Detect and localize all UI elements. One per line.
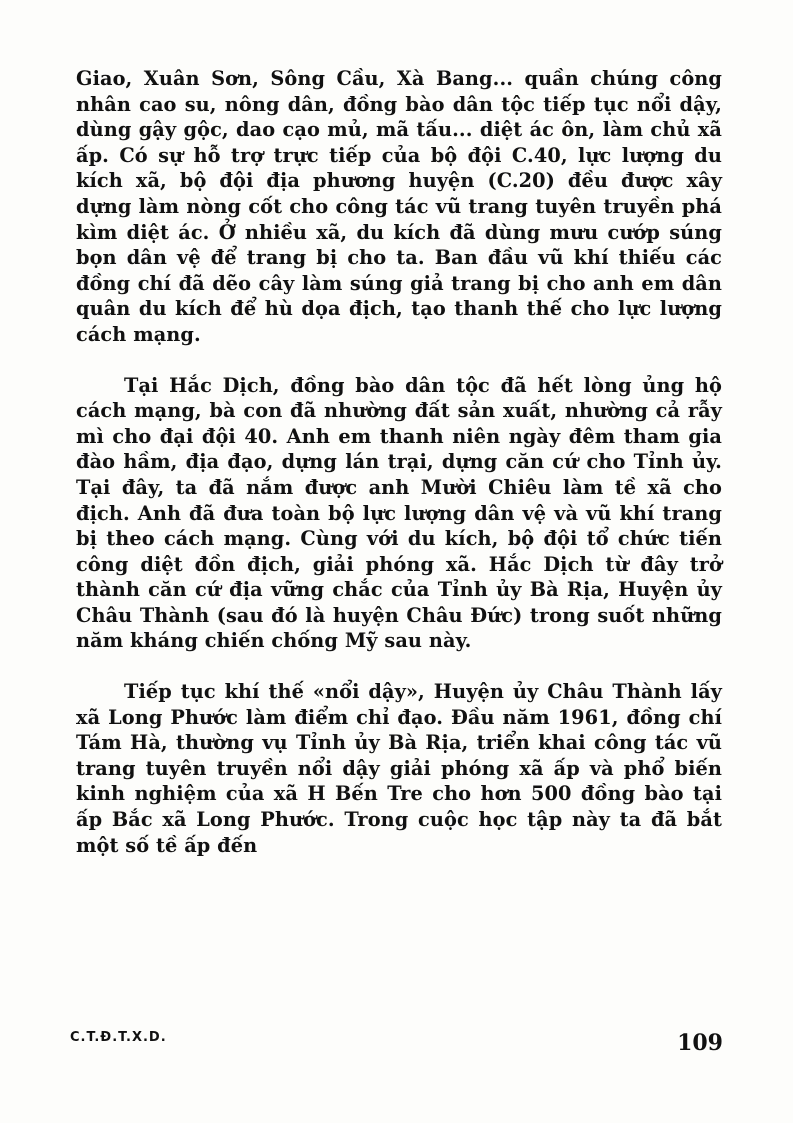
paragraph-2: Tại Hắc Dịch, đồng bào dân tộc đã hết lòng ủng hộ cách mạng, bà con đã nhường đất sản xuất, nhường cả rẫy mì cho đại đội 40. Anh em thanh niên ngày đêm tham gia đào hầm, địa đạo, dựng lán trại, dựng căn cứ cho Tỉnh ủy. Tại đây, ta đã nắm được anh Mười Chiêu làm tề xã cho địch. Anh đã đưa toàn bộ lực lượng dân vệ và vũ khí trang bị theo cách mạng. Cùng với du kích, bộ đội tổ chức tiến công diệt đồn địch, giải phóng xã. Hắc Dịch từ đây trở thành căn cứ địa vững chắc của Tỉnh ủy Bà Rịa, Huyện ủy Châu Thành (sau đó là huyện Châu Đức) trong suốt những năm kháng chiến chống Mỹ sau này. bbox=[76, 373, 722, 653]
paragraph-3: Tiếp tục khí thế «nổi dậy», Huyện ủy Châu Thành lấy xã Long Phước làm điểm chỉ đạo. Đầu năm 1961, đồng chí Tám Hà, thường vụ Tỉnh ủy Bà Rịa, triển khai công tác vũ trang tuyên truyền nổi dậy giải phóng xã ấp và phổ biến kinh nghiệm của xã H Bến Tre cho hơn 500 đồng bào tại ấp Bắc xã Long Phước. Trong cuộc học tập này ta đã bắt một số tề ấp đến bbox=[76, 680, 722, 857]
body-text bbox=[76, 66, 722, 858]
printer-signature: C.T.Đ.T.X.D. bbox=[70, 1030, 167, 1045]
page-number: 109 bbox=[677, 1030, 723, 1056]
paragraph-1: Giao, Xuân Sơn, Sông Cầu, Xà Bang... quần chúng công nhân cao su, nông dân, đồng bào dân tộc tiếp tục nổi dậy, dùng gậy gộc, dao cạo mủ, mã tấu... diệt ác ôn, làm chủ xã ấp. Có sự hỗ trợ trực tiếp của bộ đội C.40, lực lượng du kích xã, bộ đội địa phương huyện (C.20) đều được xây dựng làm nòng cốt cho công tác vũ trang tuyên truyền phá kìm diệt ác. Ở nhiều xã, du kích đã dùng mưu cướp súng bọn dân vệ để trang bị cho ta. Ban đầu vũ khí thiếu các đồng chí đã dẽo cây làm súng giả trang bị cho anh em dân quân du kích để hù dọa địch, tạo thanh thế cho lực lượng cách mạng. bbox=[76, 67, 722, 346]
